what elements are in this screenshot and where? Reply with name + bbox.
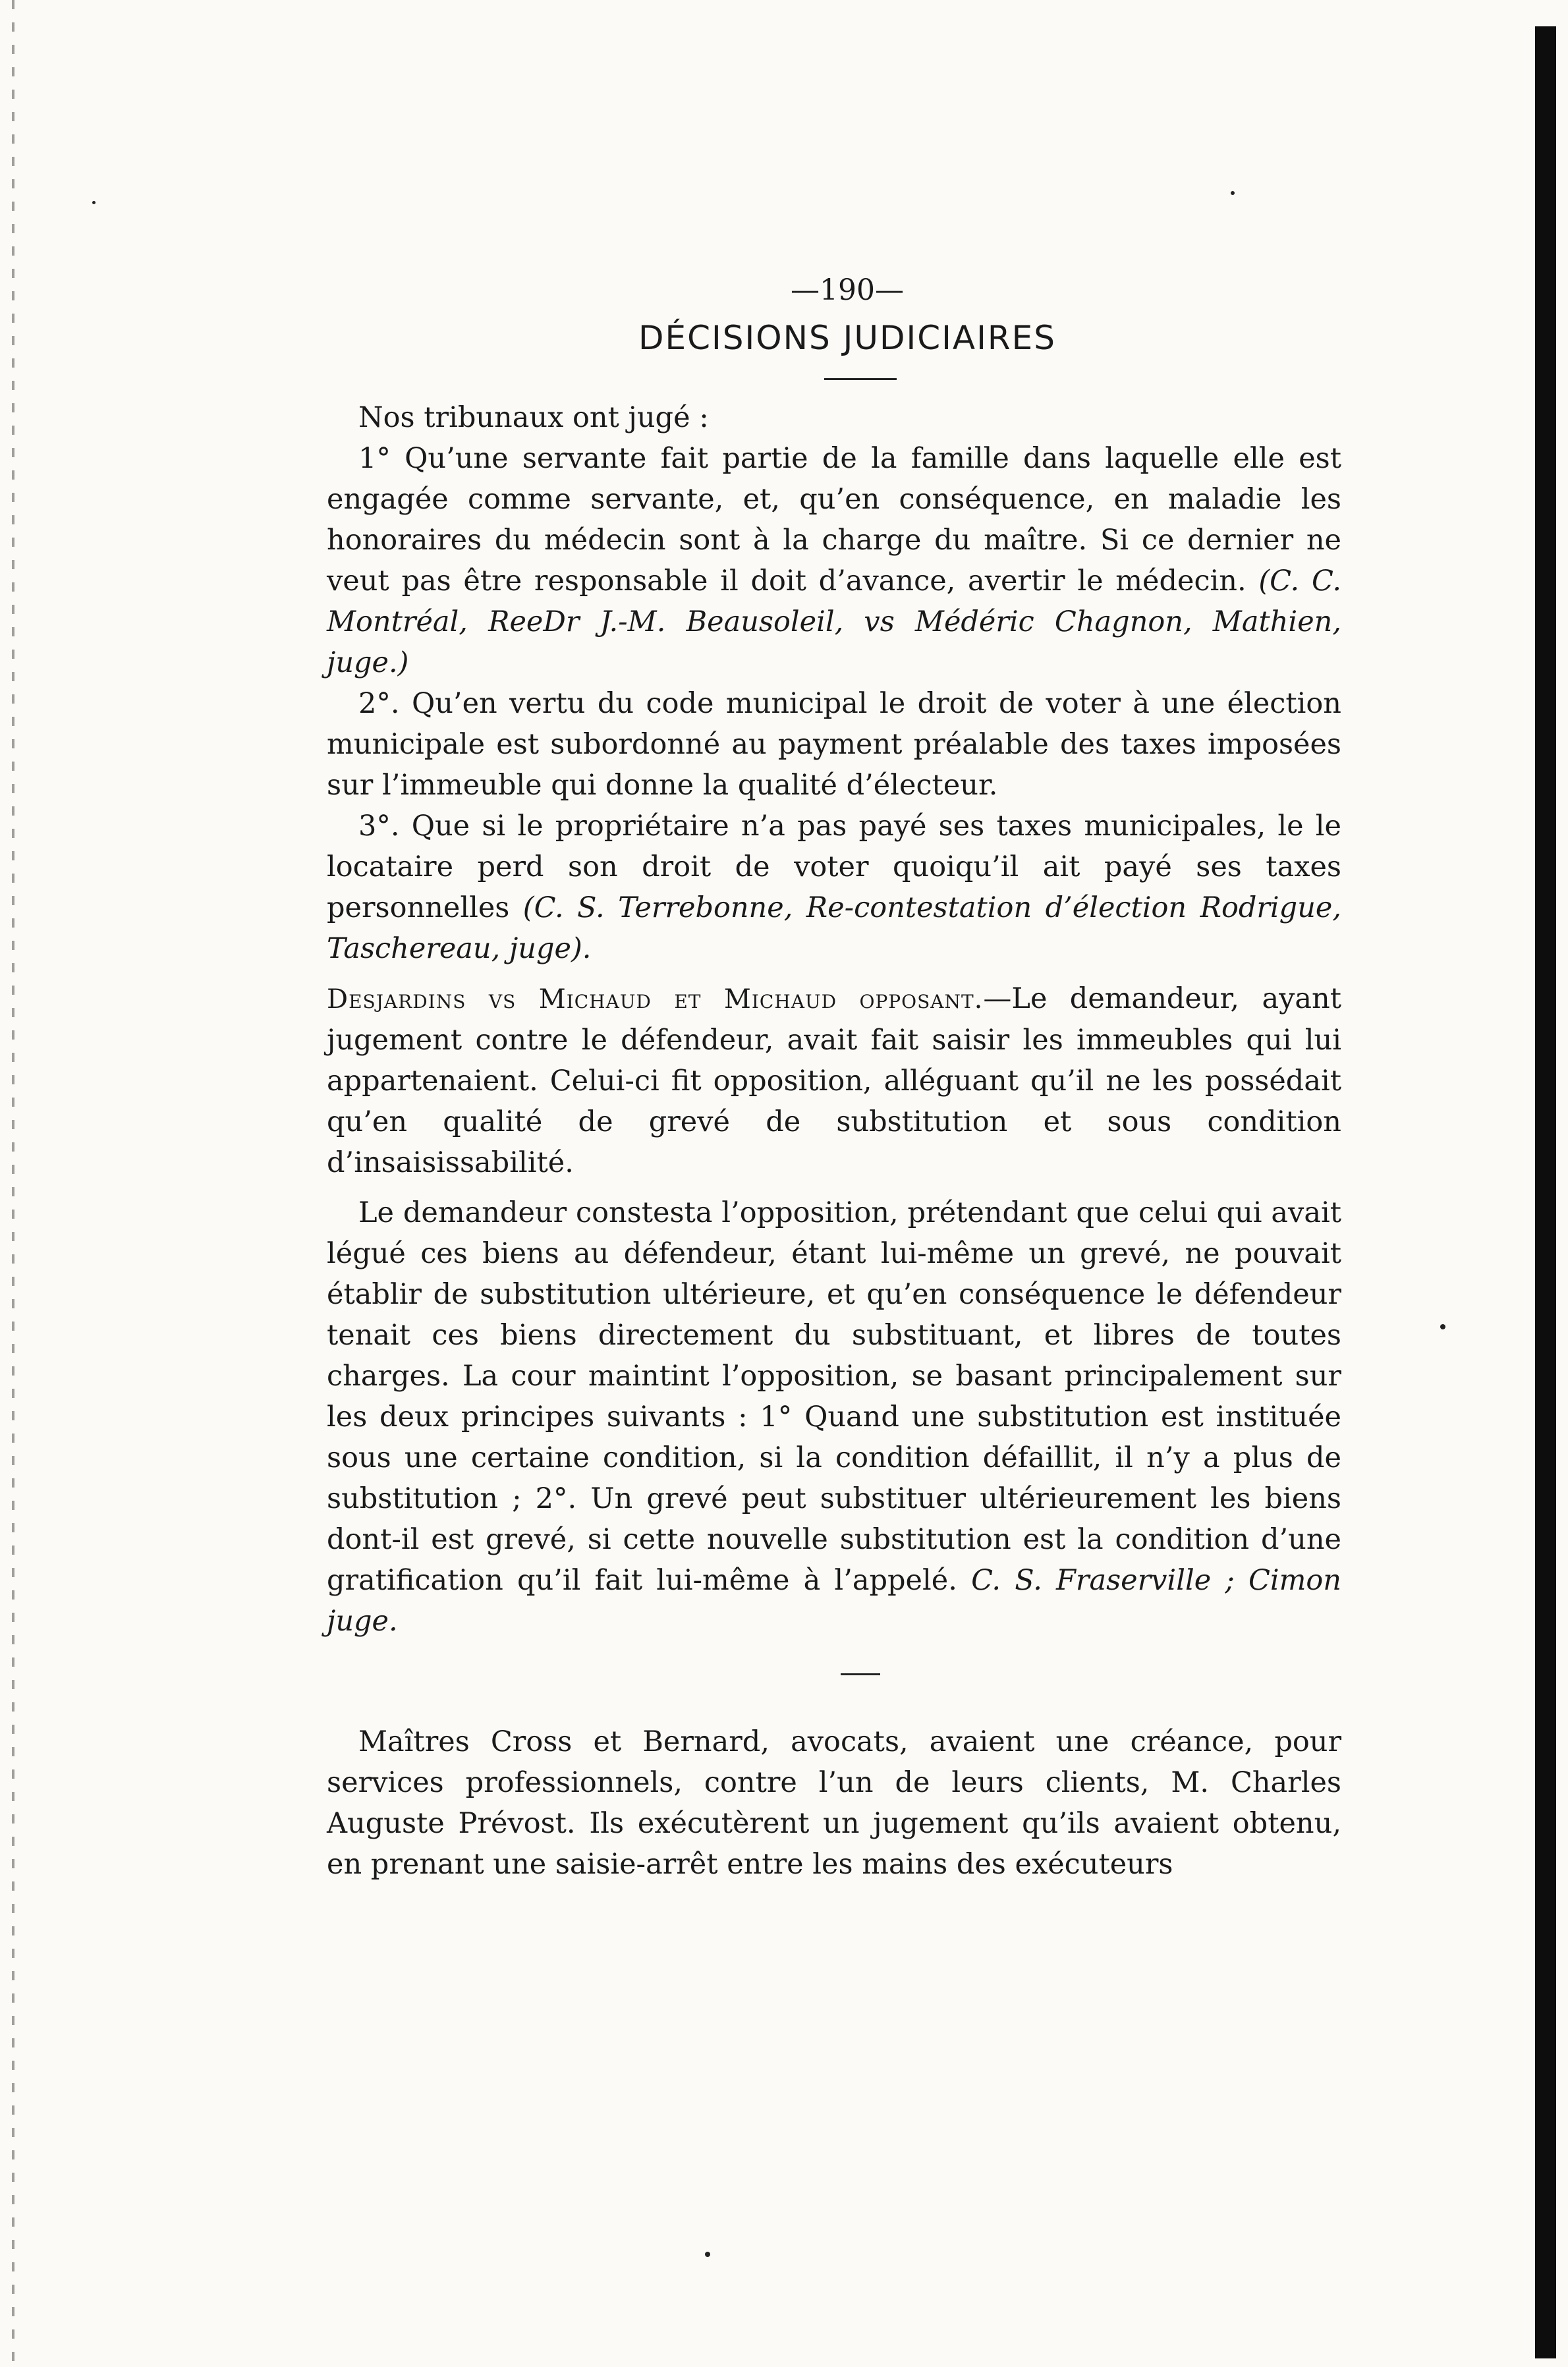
page-edge-left — [12, 0, 14, 2367]
case-text-2: Le demandeur constesta l’opposition, prétendant que celui qui avait légué ces biens au défendeur, étant lui-même un grevé, ne pouvait établir de substitution ultérieure, et qu’en conséquence le défendeur tenait ces biens directement du substituant, et libres de toutes charges. La cour maintint l’opposition, se basant principalement sur les deux principes suivants : 1° Quand une substitution est instituée sous une certaine condition, si la condition défaillit, il n’y a plus de substitution ; 2°. Un grevé peut substituer ultérieurement les biens dont-il est grevé, si cette nouvelle substitution est la condition d’une gratification qu’il fait lui-même à l’appelé. — [327, 1196, 1341, 1597]
speck — [1231, 191, 1235, 195]
speck — [705, 2252, 710, 2257]
item-3-citation: (C. S. Terrebonne, Re-contestation d’élection Rodrigue, Taschereau, juge). — [327, 891, 1342, 965]
intro-paragraph: Nos tribunaux ont jugé : — [358, 401, 709, 434]
page-title: DÉCISIONS JUDICIAIRES — [638, 319, 1056, 357]
title-rule — [824, 378, 897, 380]
item-1-text: 1° Qu’une servante fait partie de la famille dans laquelle elle est engagée comme servante, et, qu’en conséquence, en maladie les honoraires du médecin sont à la charge du maître. Si ce dernier ne veut pas être responsable il doit d’avance, avertir le médecin. — [327, 442, 1341, 598]
page-edge-right — [1535, 26, 1556, 2358]
item-3-text: 3°. Que si le propriétaire n’a pas payé ses taxes municipales, le le locataire perd son droit de voter quoiqu’il ait payé ses taxes personnelles — [327, 810, 1341, 924]
item-2-paragraph: 2°. Qu’en vertu du code municipal le droit de voter à une élection municipale est subordonné au payment préalable des taxes imposées sur l’immeuble qui donne la qualité d’électeur. — [327, 687, 1341, 802]
section-rule — [841, 1673, 880, 1675]
speck — [1440, 1324, 1445, 1329]
case-paragraph-2 — [327, 1192, 1341, 1642]
document-body — [327, 270, 1341, 1885]
page-number: —190— — [791, 273, 904, 307]
item-1-paragraph — [327, 438, 1341, 683]
case-text: —Le demandeur, ayant jugement contre le défendeur, avait fait saisir les immeubles qui lui appartenaient. Celui-ci fit opposition, alléguant qu’il ne les possédait qu’en qualité de grevé de substitution et sous condition d’insaisissabilité. — [327, 982, 1342, 1179]
final-paragraph: Maîtres Cross et Bernard, avocats, avaient une créance, pour services professionnels, contre l’un de leurs clients, M. Charles Auguste Prévost. Ils exécutèrent un jugement qu’ils avaient obtenu, en prenant une saisie-arrêt entre les mains des exécuteurs — [327, 1725, 1341, 1881]
item-3-paragraph — [327, 806, 1341, 969]
case-title: Desjardins vs Michaud et Michaud opposant. — [327, 984, 984, 1015]
speck — [92, 201, 96, 204]
item-1-citation: (C. C. Montréal, ReeDr J.-M. Beausoleil, vs Médéric Chagnon, Mathien, juge.) — [327, 565, 1341, 679]
case-citation: C. S. Fraserville ; Cimon juge. — [327, 1564, 1341, 1638]
case-paragraph — [327, 978, 1341, 1183]
